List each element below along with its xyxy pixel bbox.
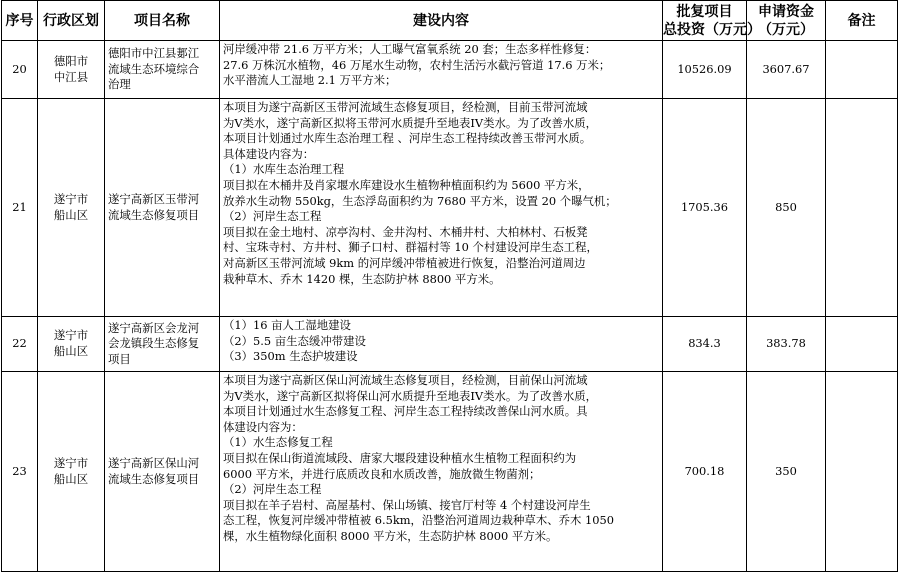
header-region: 行政区划 (38, 1, 105, 41)
header-notes: 备注 (826, 1, 898, 41)
header-investment-line: 总投资（万元） (663, 21, 761, 38)
content-line: 水平潜流人工湿地 2.1 万平方米； (223, 73, 397, 88)
region-line: 船山区 (53, 344, 89, 358)
header-content: 建设内容 (220, 1, 663, 41)
content-line: 具体建设内容为： (223, 146, 315, 161)
project-name-line: 流域生态修复项目 (108, 207, 200, 222)
content-line: （2）5.5 亩生态缓冲带建设 (223, 333, 366, 348)
content-line: 栽种草木、乔木 1420 棵，生态防护林 8800 平方米。 (223, 271, 501, 286)
content-line: 本项目计划通过水库生态治理工程 、河岸生态工程持续改善玉带河水质。 (223, 131, 592, 146)
row-region (38, 99, 105, 317)
table-body (2, 41, 898, 572)
project-name-line: 遂宁高新区会龙河 (108, 320, 200, 335)
content-line: 棵，水生植物绿化面积 8000 平方米，生态防护林 8000 平方米。 (223, 528, 558, 543)
row-funds: 350 (747, 372, 826, 572)
row-notes (826, 317, 898, 372)
row-content (220, 317, 663, 372)
row-index: 21 (2, 99, 38, 317)
region-line: 船山区 (53, 471, 89, 486)
row-funds: 3607.67 (747, 41, 826, 99)
table-row (2, 372, 898, 572)
row-project-name (105, 372, 220, 572)
content-line: 为V类水，遂宁高新区拟将玉带河水质提升至地表IV类水。为了改善水质， (223, 115, 598, 130)
row-investment: 834.3 (663, 317, 747, 372)
content-line: 6000 平方米，并进行底质改良和水质改善，施放微生物菌剂； (223, 466, 541, 481)
content-line: 本项目计划通过水生态修复工程、河岸生态工程持续改善保山河水质。具 (223, 404, 588, 419)
content-line: （1）16 亩人工湿地建设 (223, 318, 351, 332)
project-name-line: 治理 (108, 77, 131, 92)
content-line: （3）350m 生态护坡建设 (223, 349, 358, 364)
content-line: （2）河岸生态工程 (223, 209, 322, 224)
row-index: 23 (2, 372, 38, 572)
content-line: （1）水库生态治理工程 (223, 162, 345, 177)
table-row (2, 99, 898, 317)
content-line: 村、宝珠寺村、方井村、狮子口村、群福村等 10 个村建设河岸生态工程， (223, 240, 598, 255)
content-line: 项目拟在金土地村、凉亭沟村、金井沟村、木桶井村、大柏林村、石板凳 (223, 224, 588, 239)
region-line: 遂宁市 (53, 328, 89, 343)
header-index: 序号 (2, 1, 38, 41)
project-name-line: 会龙镇段生态修复 (108, 336, 200, 351)
row-project-name (105, 317, 220, 372)
project-name-line: 流域生态环境综合 (108, 61, 200, 76)
header-investment (663, 1, 761, 41)
row-investment: 700.18 (663, 372, 747, 572)
table-row (2, 41, 898, 99)
header-funds-line: （万元） (758, 21, 814, 38)
row-project-name (105, 99, 220, 317)
region-line: 船山区 (53, 207, 89, 222)
content-line: 河岸缓冲带 21.6 万平方米；人工曝气富氧系统 20 套；生态多样性修复： (223, 42, 597, 56)
region-line: 德阳市 (53, 53, 89, 68)
content-line: 项目拟在木桶井及肖家堰水库建设水生植物种植面积约为 5600 平方米， (223, 177, 590, 192)
row-index: 22 (2, 317, 38, 372)
project-name-line: 遂宁高新区保山河 (108, 455, 200, 470)
project-name-line: 项目 (108, 351, 131, 366)
content-line: 项目拟在羊子岩村、高屋基村、保山场镇、接官厅村等 4 个村建设河岸生 (223, 497, 591, 512)
project-name-line: 流域生态修复项目 (108, 471, 200, 486)
row-notes (826, 41, 898, 99)
row-region (38, 372, 105, 572)
content-line: （1）水生态修复工程 (223, 435, 333, 450)
content-line: 对高新区玉带河流域 9km 的河岸缓冲带植被进行恢复，沿整治河道周边 (223, 255, 586, 270)
row-content (220, 41, 663, 99)
content-line: 态工程，恢复河岸缓冲带植被 6.5km，沿整治河道周边栽种草木、乔木 1050 (223, 513, 614, 528)
header-name: 项目名称 (105, 1, 220, 41)
row-notes (826, 372, 898, 572)
header-investment-line: 批复项目 (676, 3, 733, 20)
content-line: 放养水生动物 550kg，生态浮岛面积约为 7680 平方米，设置 20 个曝气机； (223, 193, 617, 208)
row-project-name (105, 41, 220, 99)
row-funds: 383.78 (747, 317, 826, 372)
row-investment: 1705.36 (663, 99, 747, 317)
project-name-line: 遂宁高新区玉带河 (108, 191, 200, 206)
content-line: （2）河岸生态工程 (223, 482, 322, 497)
project-name-line: 德阳市中江县郪江 (108, 46, 200, 61)
row-content (220, 99, 663, 317)
header-funds (747, 1, 826, 41)
project-table (1, 0, 898, 572)
row-content (220, 372, 663, 572)
row-notes (826, 99, 898, 317)
header-row (2, 1, 898, 41)
region-line: 遂宁市 (53, 191, 89, 206)
content-line: 本项目为遂宁高新区玉带河流域生态修复项目，经检测，目前玉带河流域 (223, 100, 588, 114)
row-region (38, 317, 105, 372)
table-row (2, 317, 898, 372)
row-index: 20 (2, 41, 38, 99)
region-line: 遂宁市 (53, 455, 89, 470)
content-line: 体建设内容为： (223, 419, 303, 434)
content-line: 本项目为遂宁高新区保山河流域生态修复项目，经检测，目前保山河流域 (223, 373, 588, 387)
content-line: 为V类水，遂宁高新区拟将保山河水质提升至地表IV类水。为了改善水质， (223, 388, 598, 403)
content-line: 项目拟在保山街道流域段、唐家大堰段建设种植水生植物工程面积约为 (223, 450, 577, 465)
header-funds-line: 申请资金 (758, 3, 814, 20)
row-investment: 10526.09 (663, 41, 747, 99)
region-line: 中江县 (53, 69, 89, 84)
content-line: 27.6 万株沉水植物，46 万尾水生动物，农村生活污水截污管道 17.6 万米； (223, 57, 611, 72)
row-region (38, 41, 105, 99)
row-funds: 850 (747, 99, 826, 317)
